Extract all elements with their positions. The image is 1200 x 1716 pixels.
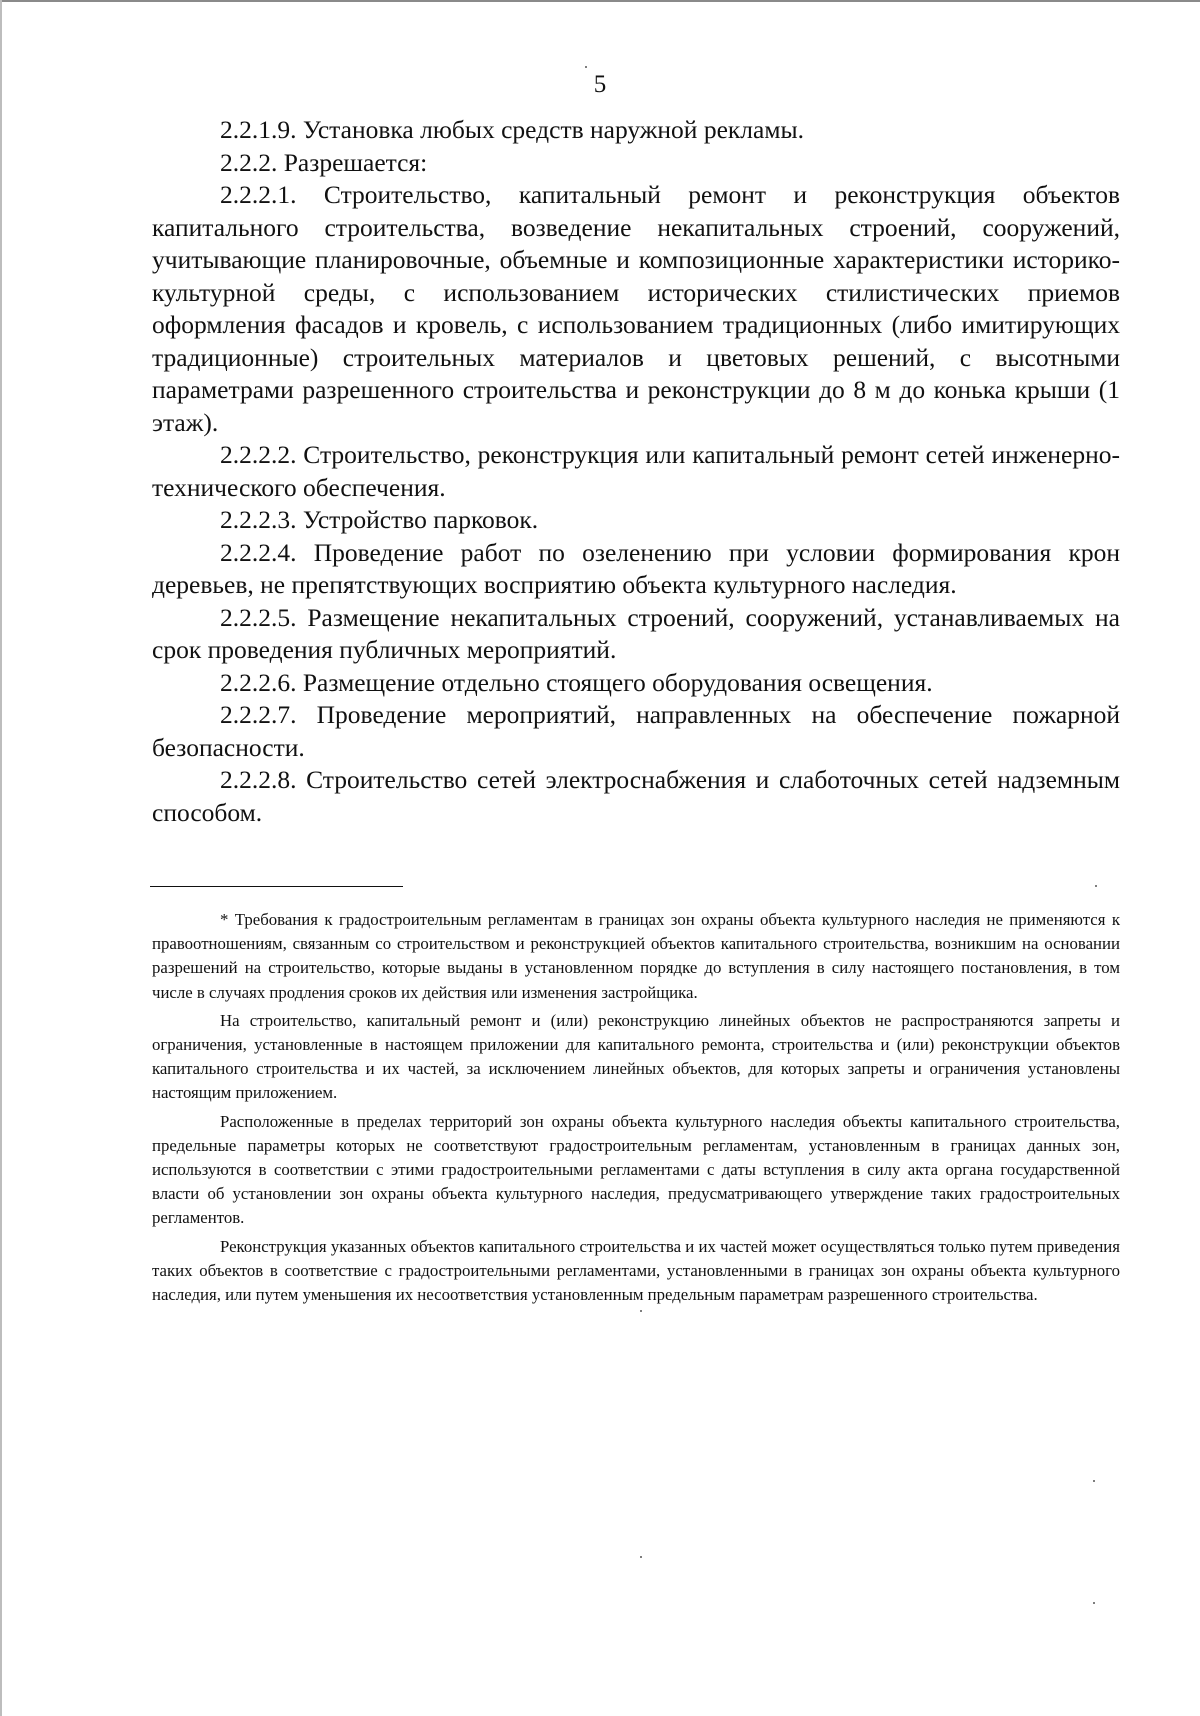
clause-2-2-2-5: 2.2.2.5. Размещение некапитальных строений, сооружений, устанавливаемых на срок проведения публичных мероприятий. <box>152 602 1120 664</box>
scan-left-edge <box>0 0 2 1716</box>
clause-2-2-2-8: 2.2.2.8. Строительство сетей электроснабжения и слаботочных сетей надземным способом. <box>152 765 1120 827</box>
main-body <box>152 114 1120 829</box>
footnote-paragraph: Реконструкция указанных объектов капитального строительства и их частей может осуществляться только путем приведения таких объектов в соответствие с градостроительными регламентами, установленными в границах зон охраны объекта культурного наследия, или путем уменьшения их несоответствия установленным предельным параметрам разрешенного строительства. <box>152 1236 1120 1305</box>
scan-speck <box>1093 1602 1095 1604</box>
footnotes <box>152 908 1120 1311</box>
clause-2-2-2-2: 2.2.2.2. Строительство, реконструкция или капитальный ремонт сетей инженерно-технического обеспечения. <box>152 440 1120 502</box>
footnote-paragraph: * Требования к градостроительным регламентам в границах зон охраны объекта культурного наследия не применяются к правоотношениям, связанным со строительством и реконструкцией объектов капитального строительства, возникшим на основании разрешений на строительство, которые выданы в установленном порядке до вступления в силу настоящего постановления, в том числе в случаях продления сроков их действия или изменения застройщика. <box>152 910 1120 1002</box>
clause-2-2-2-1: 2.2.2.1. Строительство, капитальный ремонт и реконструкция объектов капитального строительства, возведение некапитальных строений, сооружений, учитывающие планировочные, объемные и композиционные характеристики историко-культурной среды, с использованием исторических стилистических приемов оформления фасадов и кровель, с использованием традиционных (либо имитирующих традиционные) строительных материалов и цветовых решений, с высотными параметрами разрешенного строительства и реконструкции до 8 м до конька крыши (1 этаж). <box>152 180 1120 437</box>
footnote-paragraph: На строительство, капитальный ремонт и (или) реконструкцию линейных объектов не распространяются запреты и ограничения, установленные в настоящем приложении для капитального ремонта, строительства и (или) реконструкции объектов капитального строительства и их частей, за исключением линейных объектов, для которых запреты и ограничения установлены настоящим приложением. <box>152 1010 1120 1103</box>
page-number: 5 <box>593 71 607 98</box>
clause-2-2-2-7: 2.2.2.7. Проведение мероприятий, направленных на обеспечение пожарной безопасности. <box>152 700 1120 762</box>
scan-speck <box>640 1310 642 1312</box>
footnote-paragraph: Расположенные в пределах территорий зон охраны объекта культурного наследия объекты капитального строительства, предельные параметры которых не соответствуют градостроительным регламентам, установленным в границах данных зон, используются в соответствии с этими градостроительными регламентами с даты вступления в силу акта органа государственной власти об установлении зон охраны объекта культурного наследия, предусматривающего утверждение таких градостроительных регламентов. <box>152 1111 1120 1228</box>
clause-2-2-1-9: 2.2.1.9. Установка любых средств наружной рекламы. <box>220 115 804 144</box>
clause-2-2-2-4: 2.2.2.4. Проведение работ по озеленению при условии формирования крон деревьев, не препятствующих восприятию объекта культурного наследия. <box>152 537 1120 599</box>
clause-2-2-2-3: 2.2.2.3. Устройство парковок. <box>220 505 539 534</box>
clause-2-2-2: 2.2.2. Разрешается: <box>220 147 428 177</box>
scan-speck <box>1093 1480 1095 1482</box>
scan-speck <box>640 1556 642 1558</box>
scan-speck <box>585 66 587 68</box>
scan-top-edge <box>0 0 1200 2</box>
scan-speck <box>1095 885 1097 887</box>
footnote-separator <box>150 886 403 887</box>
clause-2-2-2-6: 2.2.2.6. Размещение отдельно стоящего оборудования освещения. <box>220 667 933 697</box>
